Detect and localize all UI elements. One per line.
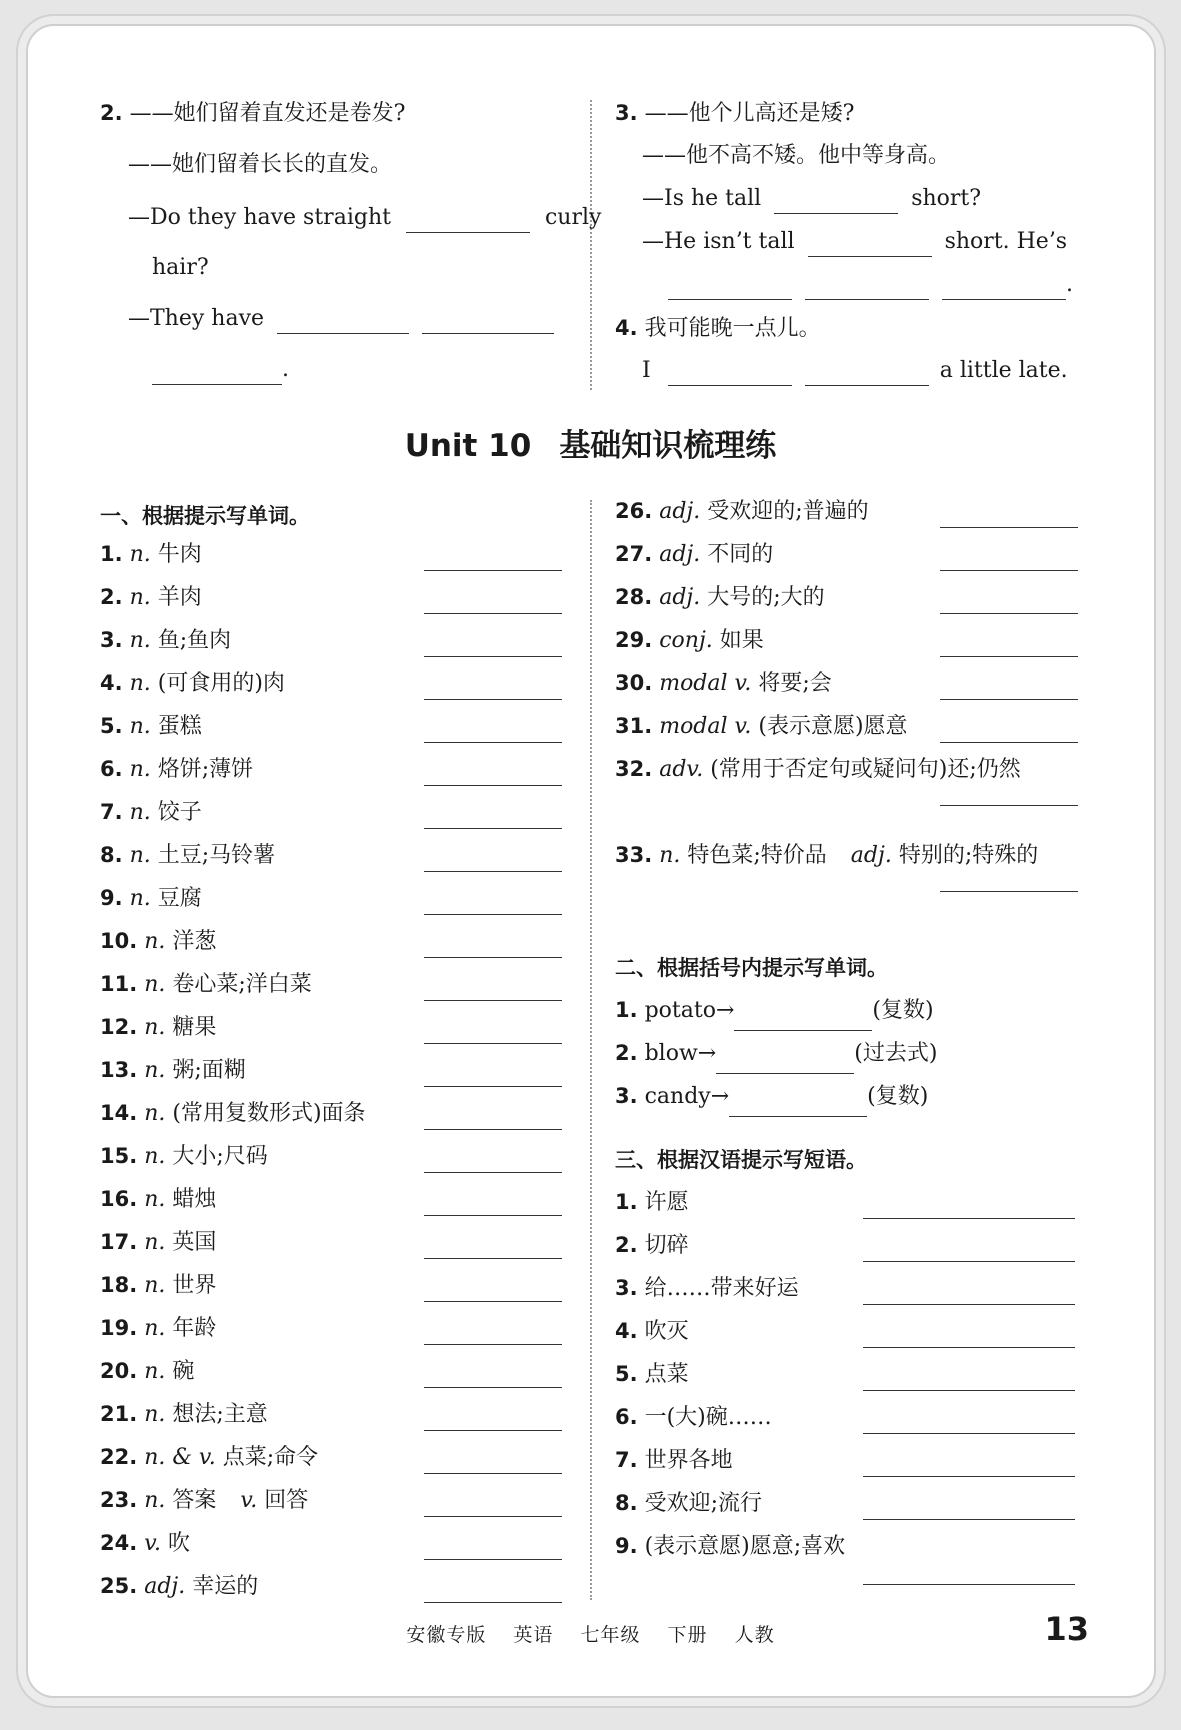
phrase-item xyxy=(615,1440,733,1480)
answer-blank[interactable] xyxy=(716,1047,854,1074)
item-number: 2. xyxy=(100,585,123,609)
item-number: 14. xyxy=(100,1101,138,1125)
part-of-speech: n. xyxy=(144,1359,166,1384)
word-item xyxy=(100,1351,194,1391)
answer-blank[interactable] xyxy=(805,275,929,300)
item-meaning: 年龄 xyxy=(172,1316,217,1341)
answer-blank[interactable] xyxy=(940,742,1078,743)
answer-blank[interactable] xyxy=(406,208,530,233)
item-meaning: (常用复数形式)面条 xyxy=(172,1101,366,1126)
item-word: blow→ xyxy=(644,1041,717,1066)
answer-blank[interactable] xyxy=(424,1516,562,1517)
item-number: 1. xyxy=(100,542,123,566)
item-meaning: 受欢迎;流行 xyxy=(644,1491,763,1516)
item-number: 27. xyxy=(615,542,653,566)
phrase-item xyxy=(615,1397,772,1437)
answer-blank[interactable] xyxy=(940,570,1078,571)
fill-item xyxy=(615,1033,937,1073)
part-of-speech: n. xyxy=(144,1230,166,1255)
word-item xyxy=(100,1480,308,1520)
phrase-item xyxy=(615,1182,689,1222)
part-of-speech: n. xyxy=(144,1402,166,1427)
answer-blank[interactable] xyxy=(424,1387,562,1388)
item-meaning: 碗 xyxy=(172,1359,195,1384)
answer-blank[interactable] xyxy=(424,1344,562,1345)
item-number: 7. xyxy=(100,800,123,824)
part-of-speech: modal v. xyxy=(659,671,752,696)
word-item xyxy=(100,534,202,574)
item-meaning: 将要;会 xyxy=(758,671,832,696)
answer-blank[interactable] xyxy=(668,361,792,386)
part-of-speech: adj. xyxy=(850,843,892,868)
item-number: 30. xyxy=(615,671,653,695)
word-item xyxy=(100,1265,216,1305)
answer-blank[interactable] xyxy=(424,1043,562,1044)
part-of-speech: n. xyxy=(659,843,681,868)
part-of-speech: modal v. xyxy=(659,714,752,739)
item-number: 4. xyxy=(615,1319,638,1343)
word-item xyxy=(100,663,285,703)
item-number: 31. xyxy=(615,714,653,738)
footer-edition: 安徽专版 xyxy=(406,1624,487,1646)
item-word: candy→ xyxy=(644,1084,730,1109)
answer-blank[interactable] xyxy=(863,1304,1075,1305)
answer-blank[interactable] xyxy=(424,613,562,614)
word-item xyxy=(615,620,764,660)
section3-heading: 三、根据汉语提示写短语。 xyxy=(615,1148,867,1172)
item-number: 8. xyxy=(615,1491,638,1515)
item-meaning: 豆腐 xyxy=(157,886,202,911)
item-hint: (复数) xyxy=(867,1084,929,1109)
answer-blank[interactable] xyxy=(424,570,562,571)
answer-blank[interactable] xyxy=(805,361,929,386)
word-item xyxy=(100,1437,318,1477)
item-meaning: 土豆;马铃薯 xyxy=(157,843,276,868)
answer-blank[interactable] xyxy=(424,914,562,915)
word-item xyxy=(100,1136,268,1176)
item-meaning: 点菜;命令 xyxy=(222,1445,319,1470)
item-number: 32. xyxy=(615,757,653,781)
word-item xyxy=(100,1308,216,1348)
q2-en-question-cont: hair? xyxy=(152,255,209,280)
phrase-item xyxy=(615,1483,762,1523)
item-number: 1. xyxy=(615,1190,638,1214)
item-number: 2. xyxy=(615,1041,638,1065)
part-of-speech: adj. xyxy=(659,585,701,610)
word-item xyxy=(100,749,253,789)
answer-blank[interactable] xyxy=(424,828,562,829)
answer-blank[interactable] xyxy=(424,785,562,786)
answer-blank[interactable] xyxy=(152,360,282,385)
word-item xyxy=(100,835,275,875)
word-item xyxy=(615,835,1038,875)
q3-cn-question: 3. ——他个儿高还是矮? xyxy=(615,101,855,126)
item-number: 20. xyxy=(100,1359,138,1383)
part-of-speech: n. xyxy=(129,671,151,696)
unit-title: Unit 10 基础知识梳理练 xyxy=(404,428,777,464)
item-number: 25. xyxy=(100,1574,138,1598)
answer-blank[interactable] xyxy=(863,1584,1075,1585)
item-meaning: 特色菜;特价品 xyxy=(687,843,827,868)
item-meaning: 烙饼;薄饼 xyxy=(157,757,254,782)
phrase-item xyxy=(615,1268,799,1308)
item-meaning: 如果 xyxy=(719,628,764,653)
item-meaning: 受欢迎的;普遍的 xyxy=(707,499,869,524)
item-number: 22. xyxy=(100,1445,138,1469)
item-meaning: 一(大)碗…… xyxy=(644,1405,772,1430)
part-of-speech: n. xyxy=(144,972,166,997)
answer-blank[interactable] xyxy=(863,1390,1075,1391)
part-of-speech: n. xyxy=(144,1187,166,1212)
word-item xyxy=(100,792,202,832)
item-meaning: 许愿 xyxy=(644,1190,689,1215)
word-item xyxy=(615,577,825,617)
part-of-speech: n. xyxy=(144,1488,166,1513)
part-of-speech: n. xyxy=(129,585,151,610)
phrase-item xyxy=(615,1225,689,1265)
answer-blank[interactable] xyxy=(424,1129,562,1130)
item-meaning: 蜡烛 xyxy=(172,1187,217,1212)
q2-en-answer-cont: . xyxy=(152,355,289,385)
answer-blank[interactable] xyxy=(424,1258,562,1259)
word-item xyxy=(100,1007,216,1047)
item-hint: (过去式) xyxy=(854,1041,938,1066)
word-item xyxy=(100,921,216,961)
item-number: 7. xyxy=(615,1448,638,1472)
column-divider-main xyxy=(590,500,592,1600)
item-meaning: 英国 xyxy=(172,1230,217,1255)
item-number: 26. xyxy=(615,499,653,523)
item-number: 3. xyxy=(100,628,123,652)
word-item xyxy=(615,491,869,531)
item-meaning: (表示意愿)愿意;喜欢 xyxy=(644,1534,846,1559)
section1-heading: 一、根据提示写单词。 xyxy=(100,504,310,528)
footer-subject: 英语 xyxy=(513,1624,554,1646)
item-meaning: 回答 xyxy=(264,1488,309,1513)
item-meaning: 大号的;大的 xyxy=(707,585,825,610)
answer-blank[interactable] xyxy=(940,699,1078,700)
item-number: 16. xyxy=(100,1187,138,1211)
answer-blank[interactable] xyxy=(424,957,562,958)
item-number: 17. xyxy=(100,1230,138,1254)
item-meaning: 给……带来好运 xyxy=(644,1276,799,1301)
section2-heading: 二、根据括号内提示写单词。 xyxy=(615,956,888,980)
word-item xyxy=(100,1050,246,1090)
item-number: 24. xyxy=(100,1531,138,1555)
item-meaning: 羊肉 xyxy=(157,585,202,610)
item-meaning: (常用于否定句或疑问句)还;仍然 xyxy=(710,757,1021,782)
part-of-speech: n. xyxy=(144,1273,166,1298)
answer-blank[interactable] xyxy=(863,1218,1075,1219)
word-item xyxy=(100,878,202,918)
answer-blank[interactable] xyxy=(774,189,898,214)
item-number: 1. xyxy=(615,998,638,1022)
item-meaning: (可食用的)肉 xyxy=(157,671,285,696)
answer-blank[interactable] xyxy=(808,232,932,257)
answer-blank[interactable] xyxy=(424,1602,562,1603)
answer-blank[interactable] xyxy=(863,1433,1075,1434)
part-of-speech: n. xyxy=(129,843,151,868)
answer-blank[interactable] xyxy=(863,1519,1075,1520)
part-of-speech: adj. xyxy=(659,542,701,567)
word-item xyxy=(100,1394,268,1434)
answer-blank[interactable] xyxy=(424,1559,562,1560)
item-meaning: 饺子 xyxy=(157,800,202,825)
footer-grade: 七年级 xyxy=(580,1624,641,1646)
answer-blank[interactable] xyxy=(424,699,562,700)
item-meaning: 世界 xyxy=(172,1273,217,1298)
part-of-speech: n. xyxy=(129,714,151,739)
phrase-item xyxy=(615,1526,845,1566)
part-of-speech: adv. xyxy=(659,757,704,782)
item-number: 13. xyxy=(100,1058,138,1082)
word-item xyxy=(100,1179,216,1219)
item-meaning: 点菜 xyxy=(644,1362,689,1387)
answer-blank[interactable] xyxy=(734,1004,872,1031)
page-number: 13 xyxy=(1044,1610,1089,1648)
answer-blank[interactable] xyxy=(942,275,1066,300)
part-of-speech: n. xyxy=(129,628,151,653)
answer-blank[interactable] xyxy=(424,1473,562,1474)
answer-blank[interactable] xyxy=(729,1090,867,1117)
footer-publisher: 人教 xyxy=(734,1624,775,1646)
item-meaning: 鱼;鱼肉 xyxy=(157,628,232,653)
item-meaning: 切碎 xyxy=(644,1233,689,1258)
part-of-speech: v. xyxy=(240,1488,258,1513)
part-of-speech: n. xyxy=(129,800,151,825)
item-number: 28. xyxy=(615,585,653,609)
q2-cn-answer: ——她们留着长长的直发。 xyxy=(128,152,393,177)
answer-blank[interactable] xyxy=(668,275,792,300)
answer-blank[interactable] xyxy=(863,1261,1075,1262)
item-meaning: 粥;面糊 xyxy=(172,1058,246,1083)
item-word: potato→ xyxy=(644,998,735,1023)
part-of-speech: n. & v. xyxy=(144,1445,216,1470)
item-meaning: 牛肉 xyxy=(157,542,202,567)
part-of-speech: v. xyxy=(144,1531,162,1556)
item-number: 4. xyxy=(100,671,123,695)
part-of-speech: n. xyxy=(144,929,166,954)
column-divider-top xyxy=(590,100,592,390)
part-of-speech: adj. xyxy=(144,1574,186,1599)
footer-volume: 下册 xyxy=(667,1624,708,1646)
word-item xyxy=(615,663,832,703)
q3-en-answer: —He isn’t tall short. He’s xyxy=(642,227,1067,257)
item-number: 6. xyxy=(100,757,123,781)
answer-blank[interactable] xyxy=(424,742,562,743)
q3-en-answer-cont: . xyxy=(668,270,1073,300)
item-meaning: 大小;尺码 xyxy=(172,1144,268,1169)
word-item xyxy=(615,706,908,746)
q4-en: I a little late. xyxy=(642,356,1068,386)
item-number: 9. xyxy=(615,1534,638,1558)
item-number: 11. xyxy=(100,972,138,996)
fill-item xyxy=(615,1076,928,1116)
item-meaning: 幸运的 xyxy=(192,1574,259,1599)
item-number: 23. xyxy=(100,1488,138,1512)
answer-blank[interactable] xyxy=(424,656,562,657)
part-of-speech: n. xyxy=(144,1101,166,1126)
answer-blank[interactable] xyxy=(424,1086,562,1087)
answer-blank[interactable] xyxy=(424,1215,562,1216)
answer-blank[interactable] xyxy=(940,656,1078,657)
answer-blank[interactable] xyxy=(424,1172,562,1173)
item-number: 18. xyxy=(100,1273,138,1297)
word-item xyxy=(615,534,773,574)
item-meaning: 吹 xyxy=(168,1531,191,1556)
part-of-speech: conj. xyxy=(659,628,713,653)
answer-blank[interactable] xyxy=(940,613,1078,614)
item-number: 9. xyxy=(100,886,123,910)
item-number: 10. xyxy=(100,929,138,953)
item-meaning: 糖果 xyxy=(172,1015,217,1040)
item-meaning: 卷心菜;洋白菜 xyxy=(172,972,312,997)
item-meaning: 蛋糕 xyxy=(157,714,202,739)
answer-blank[interactable] xyxy=(277,309,409,334)
q2-cn-question: 2. ——她们留着直发还是卷发? xyxy=(100,101,406,126)
item-number: 5. xyxy=(615,1362,638,1386)
word-item xyxy=(100,706,202,746)
item-hint: (复数) xyxy=(872,998,934,1023)
word-item xyxy=(100,1093,366,1133)
item-number: 3. xyxy=(615,1084,638,1108)
phrase-item xyxy=(615,1354,689,1394)
part-of-speech: n. xyxy=(129,886,151,911)
part-of-speech: n. xyxy=(144,1015,166,1040)
item-meaning: 想法;主意 xyxy=(172,1402,268,1427)
item-number: 6. xyxy=(615,1405,638,1429)
item-number: 2. xyxy=(615,1233,638,1257)
fill-item xyxy=(615,990,934,1030)
item-meaning: (表示意愿)愿意 xyxy=(758,714,908,739)
q3-en-question: —Is he tall short? xyxy=(642,184,981,214)
answer-blank[interactable] xyxy=(940,891,1078,892)
word-item xyxy=(100,1566,258,1606)
item-meaning: 世界各地 xyxy=(644,1448,733,1473)
word-item xyxy=(100,1523,190,1563)
word-item xyxy=(100,1222,216,1262)
answer-blank[interactable] xyxy=(422,309,554,334)
answer-blank[interactable] xyxy=(424,1301,562,1302)
item-meaning: 吹灭 xyxy=(644,1319,689,1344)
item-number: 29. xyxy=(615,628,653,652)
part-of-speech: n. xyxy=(129,757,151,782)
item-meaning: 特别的;特殊的 xyxy=(898,843,1039,868)
item-meaning: 答案 xyxy=(172,1488,217,1513)
q2-en-question: —Do they have straight curly xyxy=(128,203,601,233)
item-number: 12. xyxy=(100,1015,138,1039)
part-of-speech: adj. xyxy=(659,499,701,524)
word-item xyxy=(100,620,231,660)
item-number: 21. xyxy=(100,1402,138,1426)
answer-blank[interactable] xyxy=(940,527,1078,528)
answer-blank[interactable] xyxy=(863,1347,1075,1348)
q4-cn: 4. 我可能晚一点儿。 xyxy=(615,316,821,341)
word-item xyxy=(615,749,1021,789)
q2-en-answer: —They have xyxy=(128,304,554,334)
answer-blank[interactable] xyxy=(940,805,1078,806)
item-number: 33. xyxy=(615,843,653,867)
part-of-speech: n. xyxy=(144,1316,166,1341)
item-meaning: 不同的 xyxy=(707,542,774,567)
item-number: 8. xyxy=(100,843,123,867)
word-item xyxy=(100,964,312,1004)
part-of-speech: n. xyxy=(144,1058,166,1083)
part-of-speech: n. xyxy=(144,1144,166,1169)
footer xyxy=(0,1620,1181,1647)
answer-blank[interactable] xyxy=(863,1476,1075,1477)
item-number: 5. xyxy=(100,714,123,738)
q3-cn-answer: ——他不高不矮。他中等身高。 xyxy=(642,143,951,168)
phrase-item xyxy=(615,1311,689,1351)
item-meaning: 洋葱 xyxy=(172,929,217,954)
answer-blank[interactable] xyxy=(424,1430,562,1431)
part-of-speech: n. xyxy=(129,542,151,567)
item-number: 3. xyxy=(615,1276,638,1300)
item-number: 15. xyxy=(100,1144,138,1168)
answer-blank[interactable] xyxy=(424,1000,562,1001)
word-item xyxy=(100,577,202,617)
item-number: 19. xyxy=(100,1316,138,1340)
answer-blank[interactable] xyxy=(424,871,562,872)
